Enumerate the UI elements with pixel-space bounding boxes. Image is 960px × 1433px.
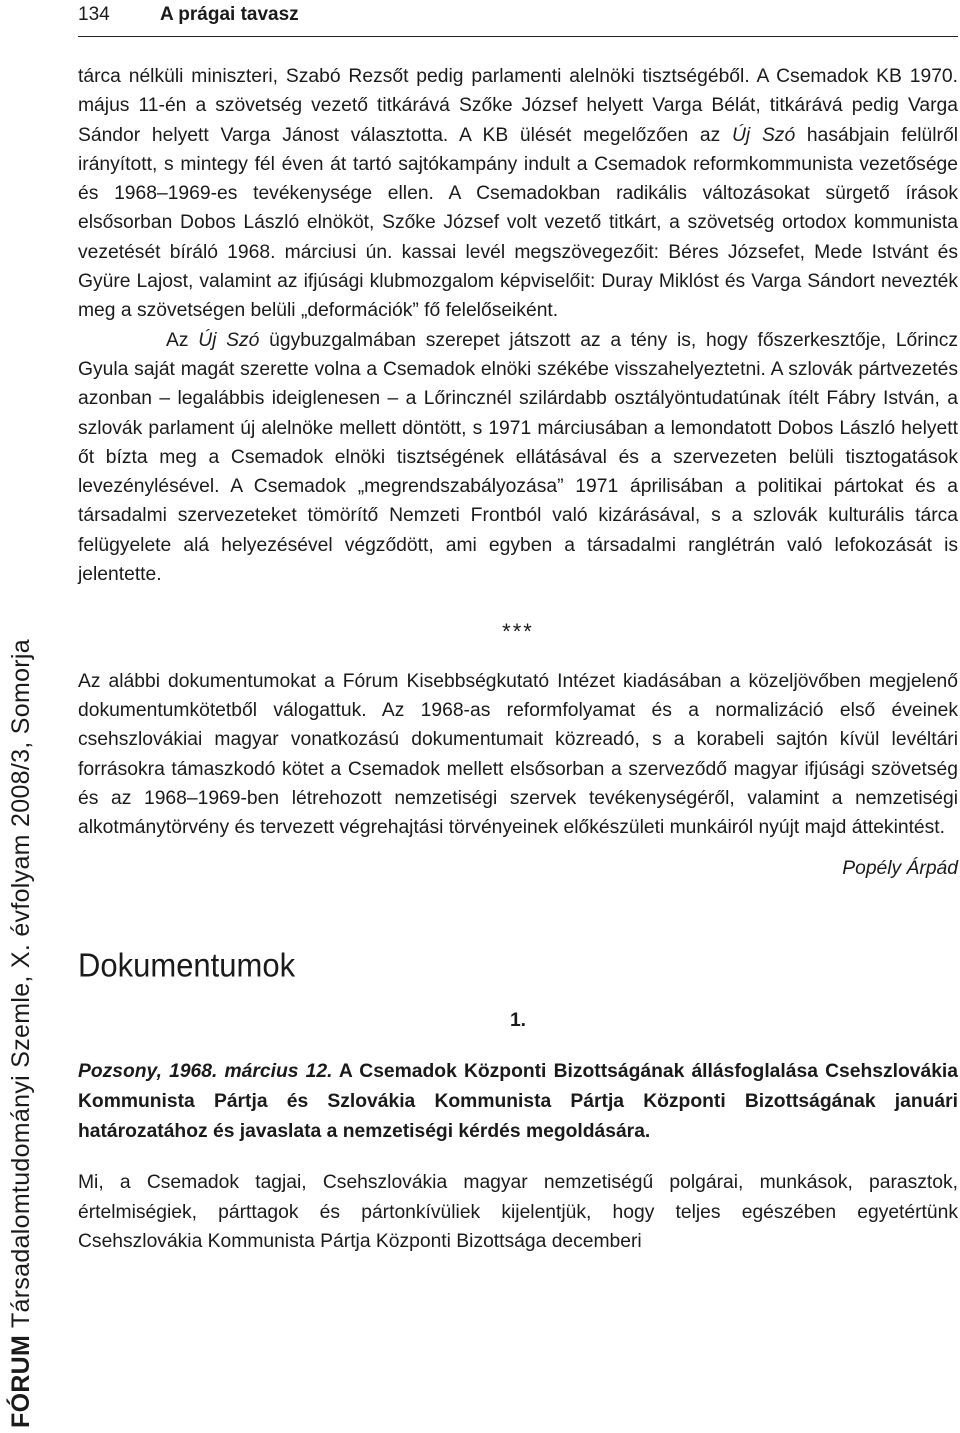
running-title: A prágai tavasz — [160, 4, 299, 25]
paragraph-1 — [78, 62, 958, 326]
running-header — [78, 0, 958, 46]
section-heading: Dokumentumok — [78, 945, 296, 984]
paragraph-1-text-a: tárca nélküli miniszteri, Szabó Rezsőt pedig parlamenti alelnöki tisztségéből. A Csemadok KB 1970. május 11-én a szövetség vezető titkárává Szőke József helyett Varga Bélát, titkárává pedig Varga Sándor helyett Varga Jánost választotta. A KB ülését megelőzően az — [78, 66, 958, 146]
author-signature: Popély Árpád — [842, 858, 958, 880]
document-heading — [78, 1057, 958, 1146]
newspaper-title: Új Szó — [198, 329, 260, 351]
document-body: Mi, a Csemadok tagjai, Csehszlovákia magyar nemzetiségű polgárai, munkások, parasztok, értelmiségiek, párttagok és pártonkívüliek kijelentjük, hogy teljes egészében egyetértünk Csehszlovákia Kommunista Pártja Központi Bizottsága decemberi — [78, 1172, 958, 1252]
journal-brand: FÓRUM — [7, 1334, 35, 1428]
document-place-date: Pozsony, 1968. március 12. — [78, 1061, 333, 1083]
paragraph-3: Az alábbi dokumentumokat a Fórum Kisebbségkutató Intézet kiadásában a közeljövőben megjelenő dokumentumkötetből válogattuk. Az 1968-as reformfolyamat és a normalizáció első éveinek csehszlovákiai magyar vonatkozású dokumentumait közreadó, s a korabeli sajtón kívül levéltári forrásokra támaszkodó kötet a Csemadok mellett elsősorban a szerveződő magyar ifjúsági szövetség és az 1968–1969-ben létrehozott nemzetiségi szervek tevékenységéről, valamint a nemzetiségi alkotmánytörvény és tervezett végrehajtási törvényeinek előkészületi munkáiról nyújt majd áttekintést. — [78, 670, 958, 839]
document-number: 1. — [509, 1009, 527, 1031]
paragraph-1-text-b: hasábjain felülről irányított, s mintegy fél éven át tartó sajtókampány indult a Csemadok reformkommunista vezetősége és 1968–1969-es tevékenysége ellen. A Csemadokban radikális változásokat sürgető írások elsősorban Dobos László elnököt, Szőke József volt vezető titkárt, a szövetség ortodox kommunista vezetését bíráló 1968. márciusi ún. kassai levél megszövegezőit: Béres Józsefet, Mede Istvánt és Gyüre Lajost, valamint az ifjúsági klubmozgalom képviselőit: Duray Miklóst és Varga Sándort nevezték meg a szövetségen belüli „deformációk” fő felelőseiként. — [78, 124, 958, 322]
section-separator: *** — [502, 619, 534, 645]
article-body — [78, 62, 958, 1256]
paragraph-2-text-b: ügybuzgalmában szerepet játszott az a tény is, hogy főszerkesztője, Lőrincz Gyula saját magát szerette volna a Csemadok elnöki székébe visszahelyeztetni. A szlovák pártvezetés azonban – legalábbis ideiglenesen – a Lőrincznél szilárdabb osztályöntudatúnak ítélt Fábry István, a szlovák parlament új alelnöke mellett döntött, s 1971 márciusában a lemondatott Dobos László helyett őt bízta meg a Csemadok elnöki tisztségének ellátásával és a szervezeten belüli tisztogatások levezénylésével. A Csemadok „megrendszabályozása” 1971 áprilisában a politikai pártokat és a társadalmi szervezeteket tömörítő Nemzeti Frontból való kizárásával, s a szlovák kulturális tárca felügyelete alá helyezésével végződött, ami egyben a társadalmi ranglétrán való lefokozását is jelentette. — [78, 329, 958, 586]
newspaper-title: Új Szó — [732, 124, 796, 146]
journal-issue-info: Társadalomtudományi Szemle, X. évfolyam 2008/3, Somorja — [7, 639, 35, 1335]
header-rule — [78, 36, 958, 37]
page-number: 134 — [78, 4, 110, 25]
journal-side-title — [4, 639, 38, 1428]
document-title: A Csemadok Központi Bizottságának állásfoglalása Csehszlovákia Kommunista Pártja és Szlovákia Kommunista Pártja Központi Bizottságának januári határozatához és javaslata a nemzetiségi kérdés megoldására. — [78, 1061, 958, 1142]
paragraph-2 — [78, 326, 958, 590]
paragraph-2-text-a: Az — [166, 329, 199, 351]
